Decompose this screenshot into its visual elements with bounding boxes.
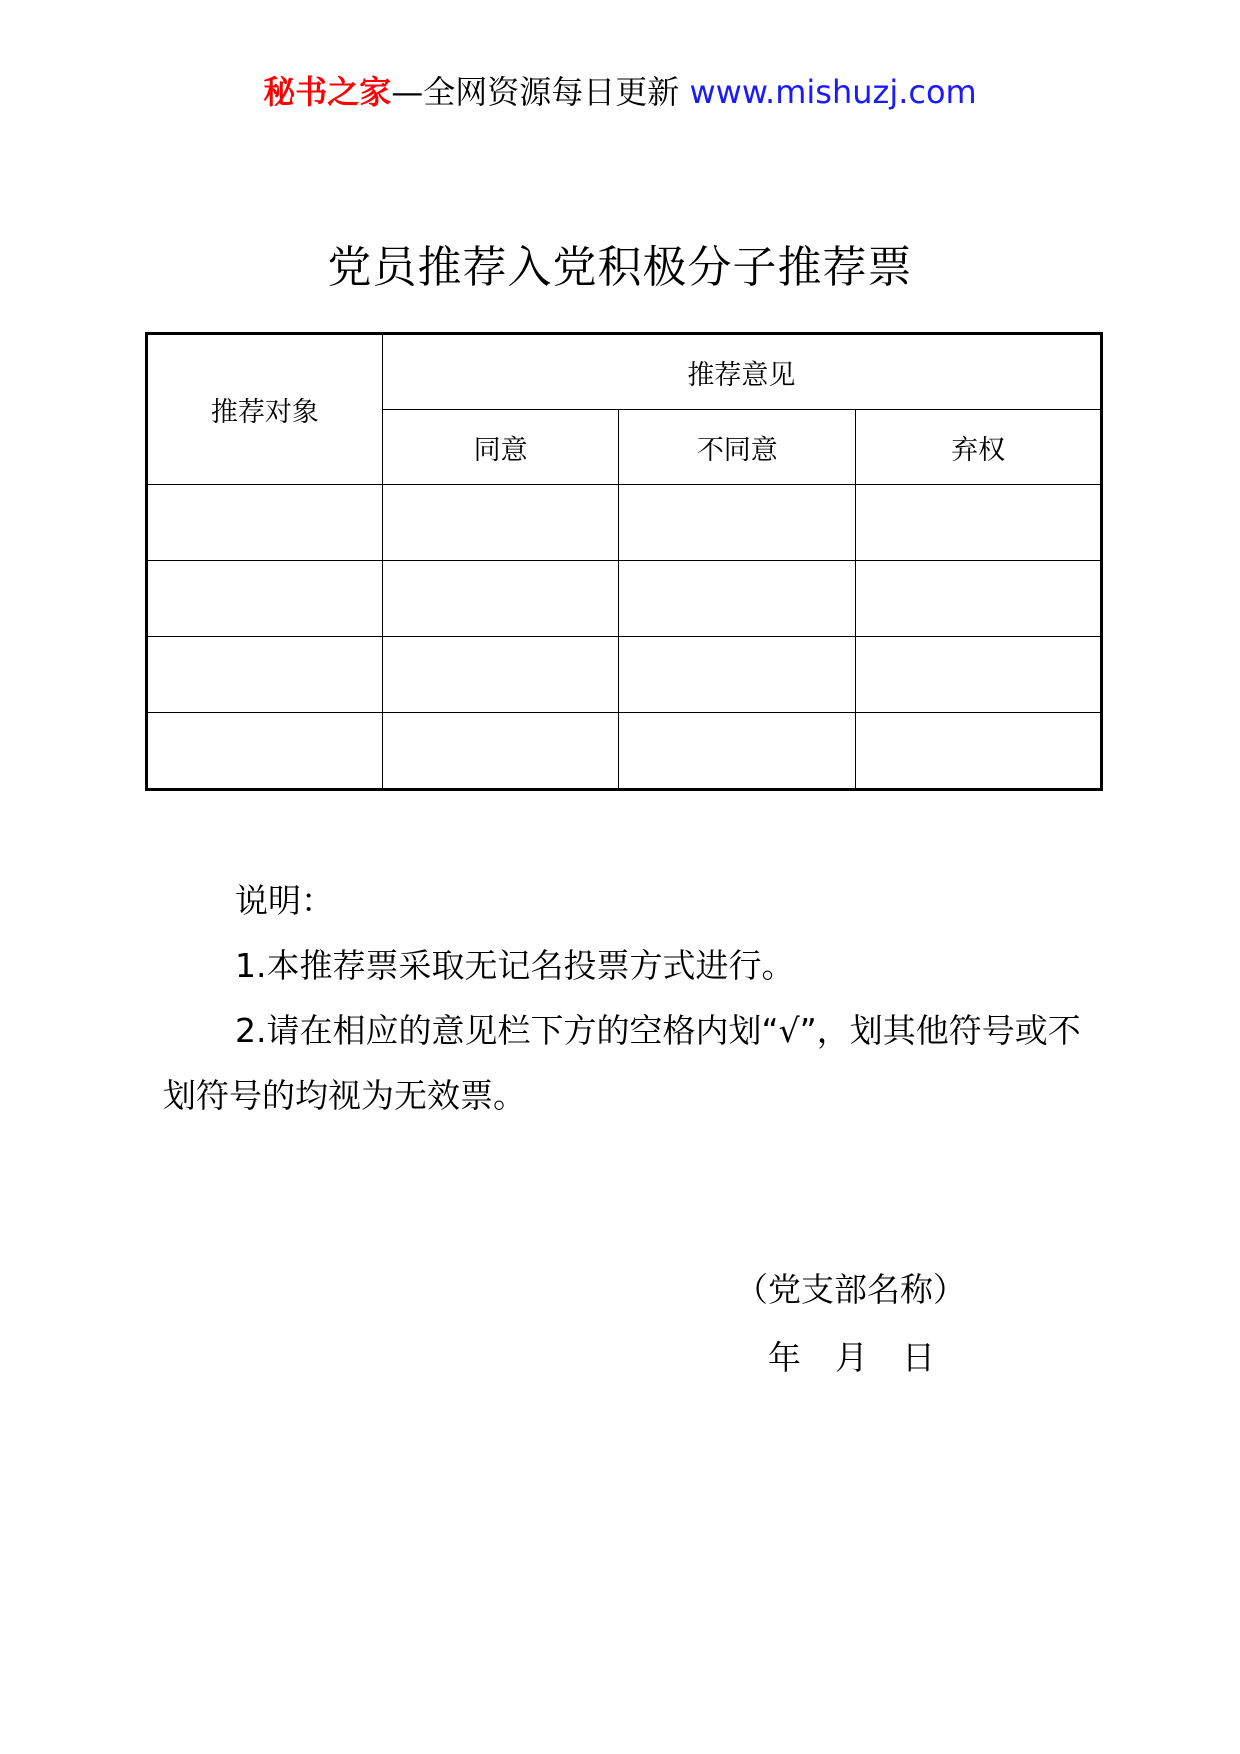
table-row [147, 561, 1102, 637]
header-abstain: 弃权 [856, 410, 1102, 485]
instructions [163, 868, 1093, 1128]
document-title: 党员推荐入党积极分子推荐票 [327, 242, 913, 293]
cell-target[interactable] [147, 713, 383, 790]
brand-name: 秘书之家 [263, 73, 392, 111]
header-tagline: —全网资源每日更新 [391, 73, 690, 111]
header-disagree: 不同意 [619, 410, 856, 485]
cell-abstain[interactable] [856, 485, 1102, 561]
cell-target[interactable] [147, 485, 383, 561]
header-url[interactable]: www.mishuzj.com [689, 73, 977, 111]
cell-target[interactable] [147, 561, 383, 637]
cell-abstain[interactable] [856, 637, 1102, 713]
date-line [768, 1336, 969, 1380]
cell-disagree[interactable] [619, 637, 856, 713]
instruction-item-1: 1.本推荐票采取无记名投票方式进行。 [235, 946, 795, 985]
instruction-item-2: 2.请在相应的意见栏下方的空格内划“√”，划其他符号或不划符号的均视为无效票。 [163, 1011, 1081, 1115]
cell-agree[interactable] [382, 637, 619, 713]
branch-name-placeholder: （党支部名称） [735, 1270, 966, 1309]
instructions-heading: 说明： [235, 881, 334, 920]
cell-agree[interactable] [382, 485, 619, 561]
date-day-label: 日 [902, 1338, 935, 1377]
table-row [147, 485, 1102, 561]
cell-target[interactable] [147, 637, 383, 713]
cell-agree[interactable] [382, 561, 619, 637]
header-recommend-opinion: 推荐意见 [382, 334, 1101, 410]
cell-disagree[interactable] [619, 485, 856, 561]
header-agree: 同意 [382, 410, 619, 485]
table-header-row [147, 334, 1102, 410]
cell-agree[interactable] [382, 713, 619, 790]
table-row [147, 637, 1102, 713]
date-month-label: 月 [835, 1338, 868, 1377]
cell-abstain[interactable] [856, 713, 1102, 790]
table-row [147, 713, 1102, 790]
ballot-table [145, 332, 1103, 791]
cell-disagree[interactable] [619, 713, 856, 790]
header-recommend-target: 推荐对象 [147, 334, 383, 485]
page-header [0, 70, 1240, 114]
date-year-label: 年 [768, 1338, 801, 1377]
cell-disagree[interactable] [619, 561, 856, 637]
cell-abstain[interactable] [856, 561, 1102, 637]
